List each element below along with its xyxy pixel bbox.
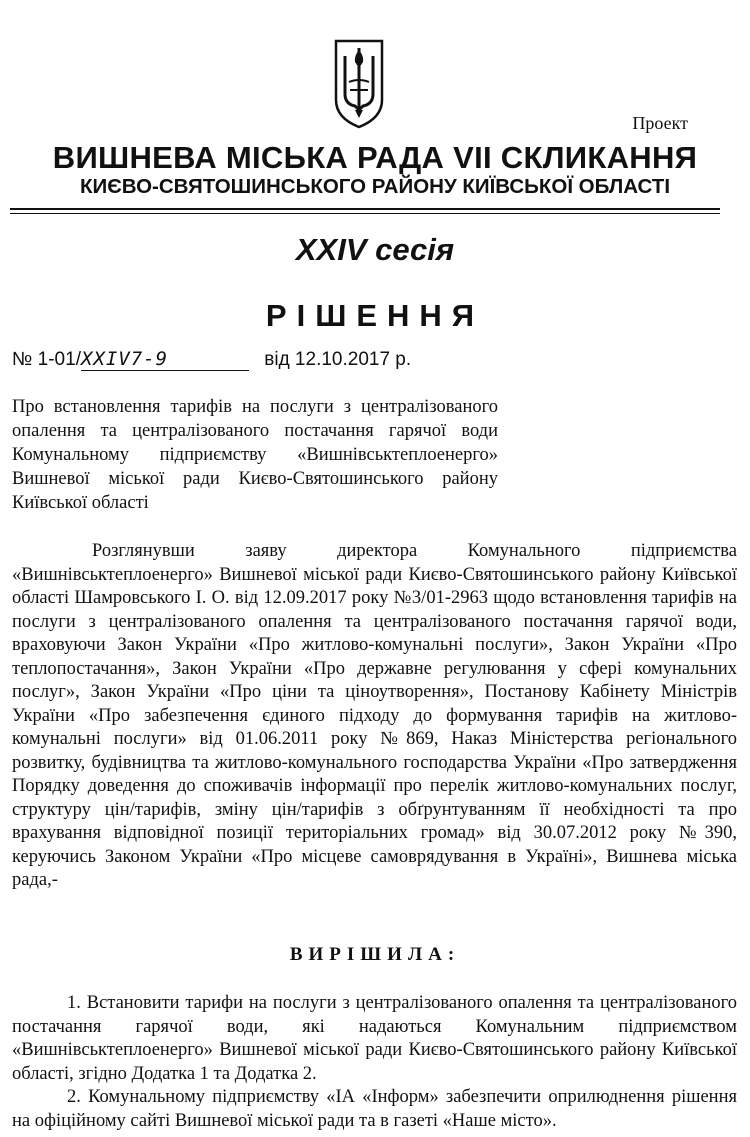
trident-coat-of-arms-icon [333, 38, 385, 130]
resolved-heading: ВИРІШИЛА: [289, 944, 461, 965]
decision-number-handwritten: XXIV7-9 [81, 348, 249, 371]
draft-label: Проект [632, 113, 688, 133]
header-divider [10, 208, 720, 210]
decision-subject: Про встановлення тарифів на послуги з централізованого опалення та централізованого постачання гарячої води Комунальному підприємству «Вишнівськтеплоенерго» Вишневої міської ради Києво-Святошинського району Київської області [12, 397, 498, 513]
district-line: КИЄВО-СВЯТОШИНСЬКОГО РАЙОНУ КИЇВСЬКОЇ ОБЛАСТІ [79, 175, 671, 198]
council-title: ВИШНЕВА МІСЬКА РАДА VII СКЛИКАННЯ [52, 140, 698, 175]
resolution-items [12, 992, 737, 1133]
session-title: XXIV сесія [295, 232, 455, 267]
decision-title: РІШЕННЯ [265, 298, 485, 333]
header-divider-thin [10, 213, 720, 214]
resolution-item: 2. Комунальному підприємству «ІА «Інформ» забезпечити оприлюднення рішення на офіційному сайті Вишневої міської ради та в газеті «Наше місто». [12, 1087, 737, 1131]
preamble-block [12, 540, 737, 893]
resolution-item: 1. Встановити тарифи на послуги з централізованого опалення та централізованого постачання гарячої води, які надаються Комунальним підприємством «Вишнівськтеплоенерго» Вишневої міської ради Києво-Святошинського району Київської області, згідно Додатка 1 та Додатка 2. [12, 993, 737, 1084]
preamble-paragraph: Розглянувши заяву директора Комунального підприємства «Вишнівськтеплоенерго» Вишневої міської ради Києво-Святошинського району Київської області Шамровського І. О. від 12.09.2017 року №3/01-2963 щодо встановлення тарифів на послуги з централізованого опалення та централізованого постачання гарячої води, враховуючи Закон України «Про житлово-комунальні послуги», Закон України «Про теплопостачання», Закон України «Про державне регулювання у сфері комунальних послуг», Закон України «Про ціни та ціноутворення», Постанову Кабінету Міністрів України «Про забезпечення єдиного підходу до формування тарифів на житлово-комунальні послуги» від 01.06.2011 року №869, Наказ Міністерства регіонального розвитку, будівництва та житлово-комунального господарства України «Про затвердження Порядку доведення до споживачів інформації про перелік житлово-комунальних послуг, структуру цін/тарифів, зміну цін/тарифів з обґрунтуванням її необхідності та про врахування відповідної позиції територіальних громад» від 30.07.2012 року №390, керуючись Законом України «Про місцеве самоврядування в Україні», Вишнева міська рада,- [12, 541, 737, 890]
decision-number-prefix: № 1-01/ [12, 349, 81, 370]
decision-date: від 12.10.2017 р. [264, 349, 412, 370]
decision-number-row [12, 348, 411, 371]
